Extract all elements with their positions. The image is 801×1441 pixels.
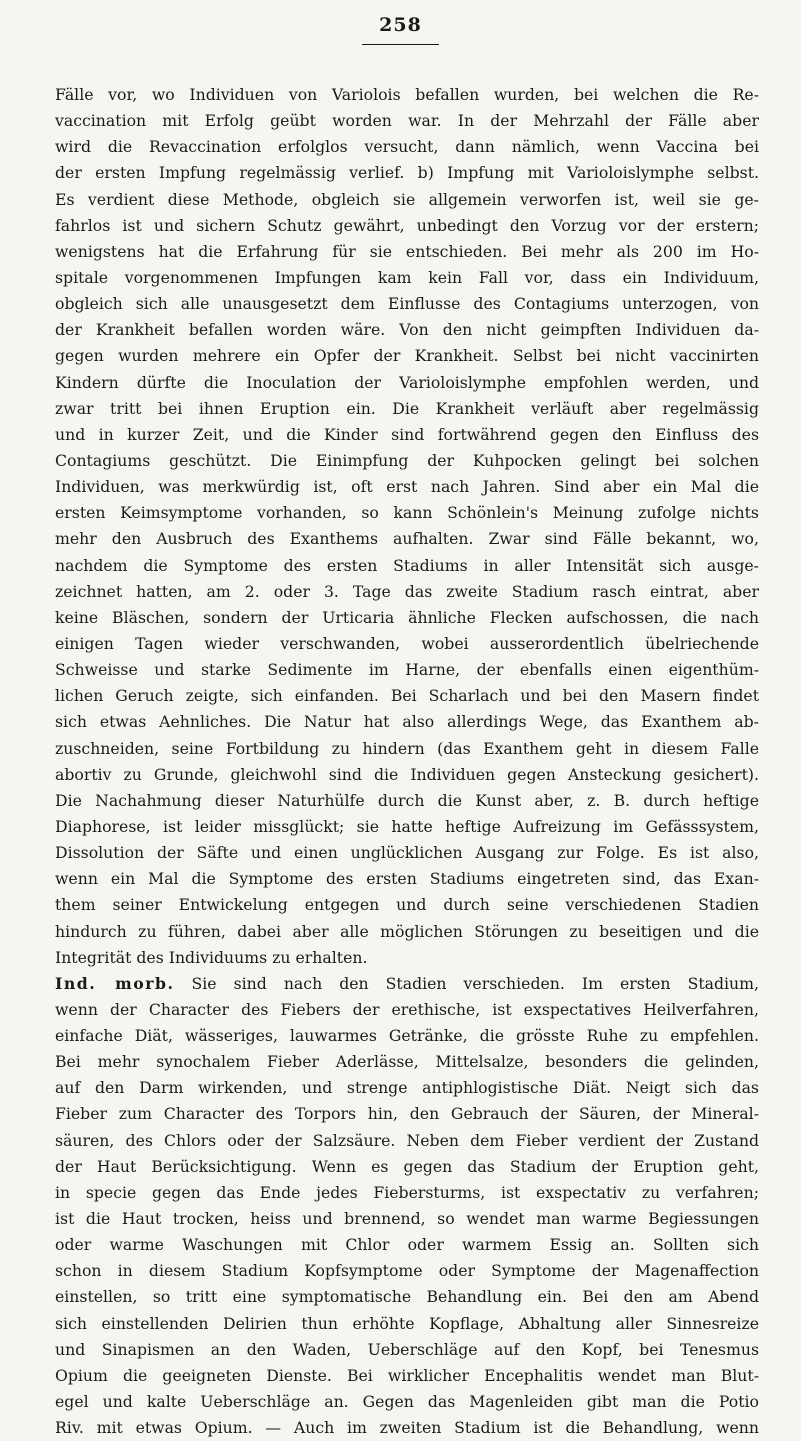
text-line: ist die Haut trocken, heiss und brennend, so wendet man warme Begiessungen xyxy=(55,1209,759,1229)
text-line: lichen Geruch zeigte, sich einfanden. Bei Scharlach und bei den Masern findet xyxy=(55,686,759,706)
text-line: ersten Keimsymptome vorhanden, so kann Schönlein's Meinung zufolge nichts xyxy=(55,503,759,523)
body-text xyxy=(55,82,759,1441)
text-line: Riv. mit etwas Opium. — Auch im zweiten Stadium ist die Behandlung, wenn xyxy=(55,1418,759,1438)
text-line: Fälle vor, wo Individuen von Variolois befallen wurden, bei welchen die Re- xyxy=(55,85,759,104)
text-line: Schweisse und starke Sedimente im Harne, der ebenfalls einen eigenthüm- xyxy=(55,660,759,680)
text-line: und in kurzer Zeit, und die Kinder sind fortwährend gegen den Einfluss des xyxy=(55,424,759,444)
text-line: egel und kalte Ueberschläge an. Gegen das Magenleiden gibt man die Potio xyxy=(55,1392,759,1412)
text-line: hindurch zu führen, dabei aber alle möglichen Störungen zu beseitigen und die xyxy=(55,921,759,941)
text-line: der ersten Impfung regelmässig verlief. b) Impfung mit Varioloislymphe selbst. xyxy=(55,163,759,183)
text-line: der Haut Berücksichtigung. Wenn es gegen das Stadium der Eruption geht, xyxy=(55,1156,759,1176)
text-line: Es verdient diese Methode, obgleich sie allgemein verworfen ist, weil sie ge- xyxy=(55,189,759,209)
text-line: Fieber zum Character des Torpors hin, den Gebrauch der Säuren, der Mineral- xyxy=(55,1104,759,1124)
text-line: oder warme Waschungen mit Chlor oder warmem Essig an. Sollten sich xyxy=(55,1235,759,1255)
text-line: mehr den Ausbruch des Exanthems aufhalten. Zwar sind Fälle bekannt, wo, xyxy=(55,529,759,549)
page-number: 258 xyxy=(379,14,422,36)
text-line: fahrlos ist und sichern Schutz gewährt, unbedingt den Vorzug vor der erstern; xyxy=(55,215,759,235)
text-line: them seiner Entwickelung entgegen und durch seine verschiedenen Stadien xyxy=(55,895,759,915)
text-line: abortiv zu Grunde, gleichwohl sind die Individuen gegen Ansteckung gesichert). xyxy=(55,764,759,784)
text-line: vaccination mit Erfolg geübt worden war. In der Mehrzahl der Fälle aber xyxy=(55,111,759,131)
text-line: Bei mehr synochalem Fieber Aderlässe, Mittelsalze, besonders die gelinden, xyxy=(55,1052,759,1072)
page-number-rule xyxy=(362,44,439,45)
text-line: zuschneiden, seine Fortbildung zu hindern (das Exanthem geht in diesem Falle xyxy=(55,738,759,758)
text-line: sich etwas Aehnliches. Die Natur hat also allerdings Wege, das Exanthem ab- xyxy=(55,712,759,732)
text-line: der Krankheit befallen worden wäre. Von den nicht geimpften Individuen da- xyxy=(55,320,759,340)
text-line: Integrität des Individuums zu erhalten. xyxy=(55,947,368,967)
text-line: auf den Darm wirkenden, und strenge antiphlogistische Diät. Neigt sich das xyxy=(55,1078,759,1098)
text-line: nachdem die Symptome des ersten Stadiums in aller Intensität sich ausge- xyxy=(55,555,759,575)
text-line: schon in diesem Stadium Kopfsymptome oder Symptome der Magenaffection xyxy=(55,1261,759,1281)
text-line: wird die Revaccination erfolglos versucht, dann nämlich, wenn Vaccina bei xyxy=(55,137,759,157)
section-lead-in: Ind. morb. xyxy=(55,973,175,993)
text-line: wenn der Character des Fiebers der erethische, ist exspectatives Heilverfahren, xyxy=(55,999,759,1019)
text-line: Kindern dürfte die Inoculation der Varioloislymphe empfohlen werden, und xyxy=(55,372,759,392)
text-line: säuren, des Chlors oder der Salzsäure. Neben dem Fieber verdient der Zustand xyxy=(55,1130,759,1150)
text-line: einfache Diät, wässeriges, lauwarmes Getränke, die grösste Ruhe zu empfehlen. xyxy=(55,1026,759,1046)
text-line: Individuen, was merkwürdig ist, oft erst nach Jahren. Sind aber ein Mal die xyxy=(55,477,759,497)
text-line-rest: Sie sind nach den Stadien verschieden. Im ersten Stadium, xyxy=(191,973,759,993)
text-line: Diaphorese, ist leider missglückt; sie hatte heftige Aufreizung im Gefässsystem, xyxy=(55,816,759,836)
text-line: Die Nachahmung dieser Naturhülfe durch die Kunst aber, z. B. durch heftige xyxy=(55,790,759,810)
text-line: Opium die geeigneten Dienste. Bei wirklicher Encephalitis wendet man Blut- xyxy=(55,1365,759,1385)
text-line: sich einstellenden Delirien thun erhöhte Kopflage, Abhaltung aller Sinnesreize xyxy=(55,1313,759,1333)
text-line: Contagiums geschützt. Die Einimpfung der Kuhpocken gelingt bei solchen xyxy=(55,450,759,470)
text-line: einigen Tagen wieder verschwanden, wobei ausserordentlich übelriechende xyxy=(55,633,759,653)
text-line: keine Bläschen, sondern der Urticaria ähnliche Flecken aufschossen, die nach xyxy=(55,607,759,627)
text-line: wenigstens hat die Erfahrung für sie entschieden. Bei mehr als 200 im Ho- xyxy=(55,241,759,261)
text-line: und Sinapismen an den Waden, Ueberschläge auf den Kopf, bei Tenesmus xyxy=(55,1339,759,1359)
text-line: obgleich sich alle unausgesetzt dem Einflusse des Contagiums unterzogen, von xyxy=(55,294,759,314)
text-line: einstellen, so tritt eine symptomatische Behandlung ein. Bei den am Abend xyxy=(55,1287,759,1307)
text-line-with-lead xyxy=(55,971,759,997)
text-line: zwar tritt bei ihnen Eruption ein. Die Krankheit verläuft aber regelmässig xyxy=(55,398,759,418)
text-line: Dissolution der Säfte und einen unglücklichen Ausgang zur Folge. Es ist also, xyxy=(55,843,759,863)
text-line: gegen wurden mehrere ein Opfer der Krankheit. Selbst bei nicht vaccinirten xyxy=(55,346,759,366)
text-line: wenn ein Mal die Symptome des ersten Stadiums eingetreten sind, das Exan- xyxy=(55,869,759,889)
text-line: spitale vorgenommenen Impfungen kam kein Fall vor, dass ein Individuum, xyxy=(55,267,759,287)
text-line: zeichnet hatten, am 2. oder 3. Tage das zweite Stadium rasch eintrat, aber xyxy=(55,581,759,601)
text-line: in specie gegen das Ende jedes Fiebersturms, ist exspectativ zu verfahren; xyxy=(55,1182,759,1202)
